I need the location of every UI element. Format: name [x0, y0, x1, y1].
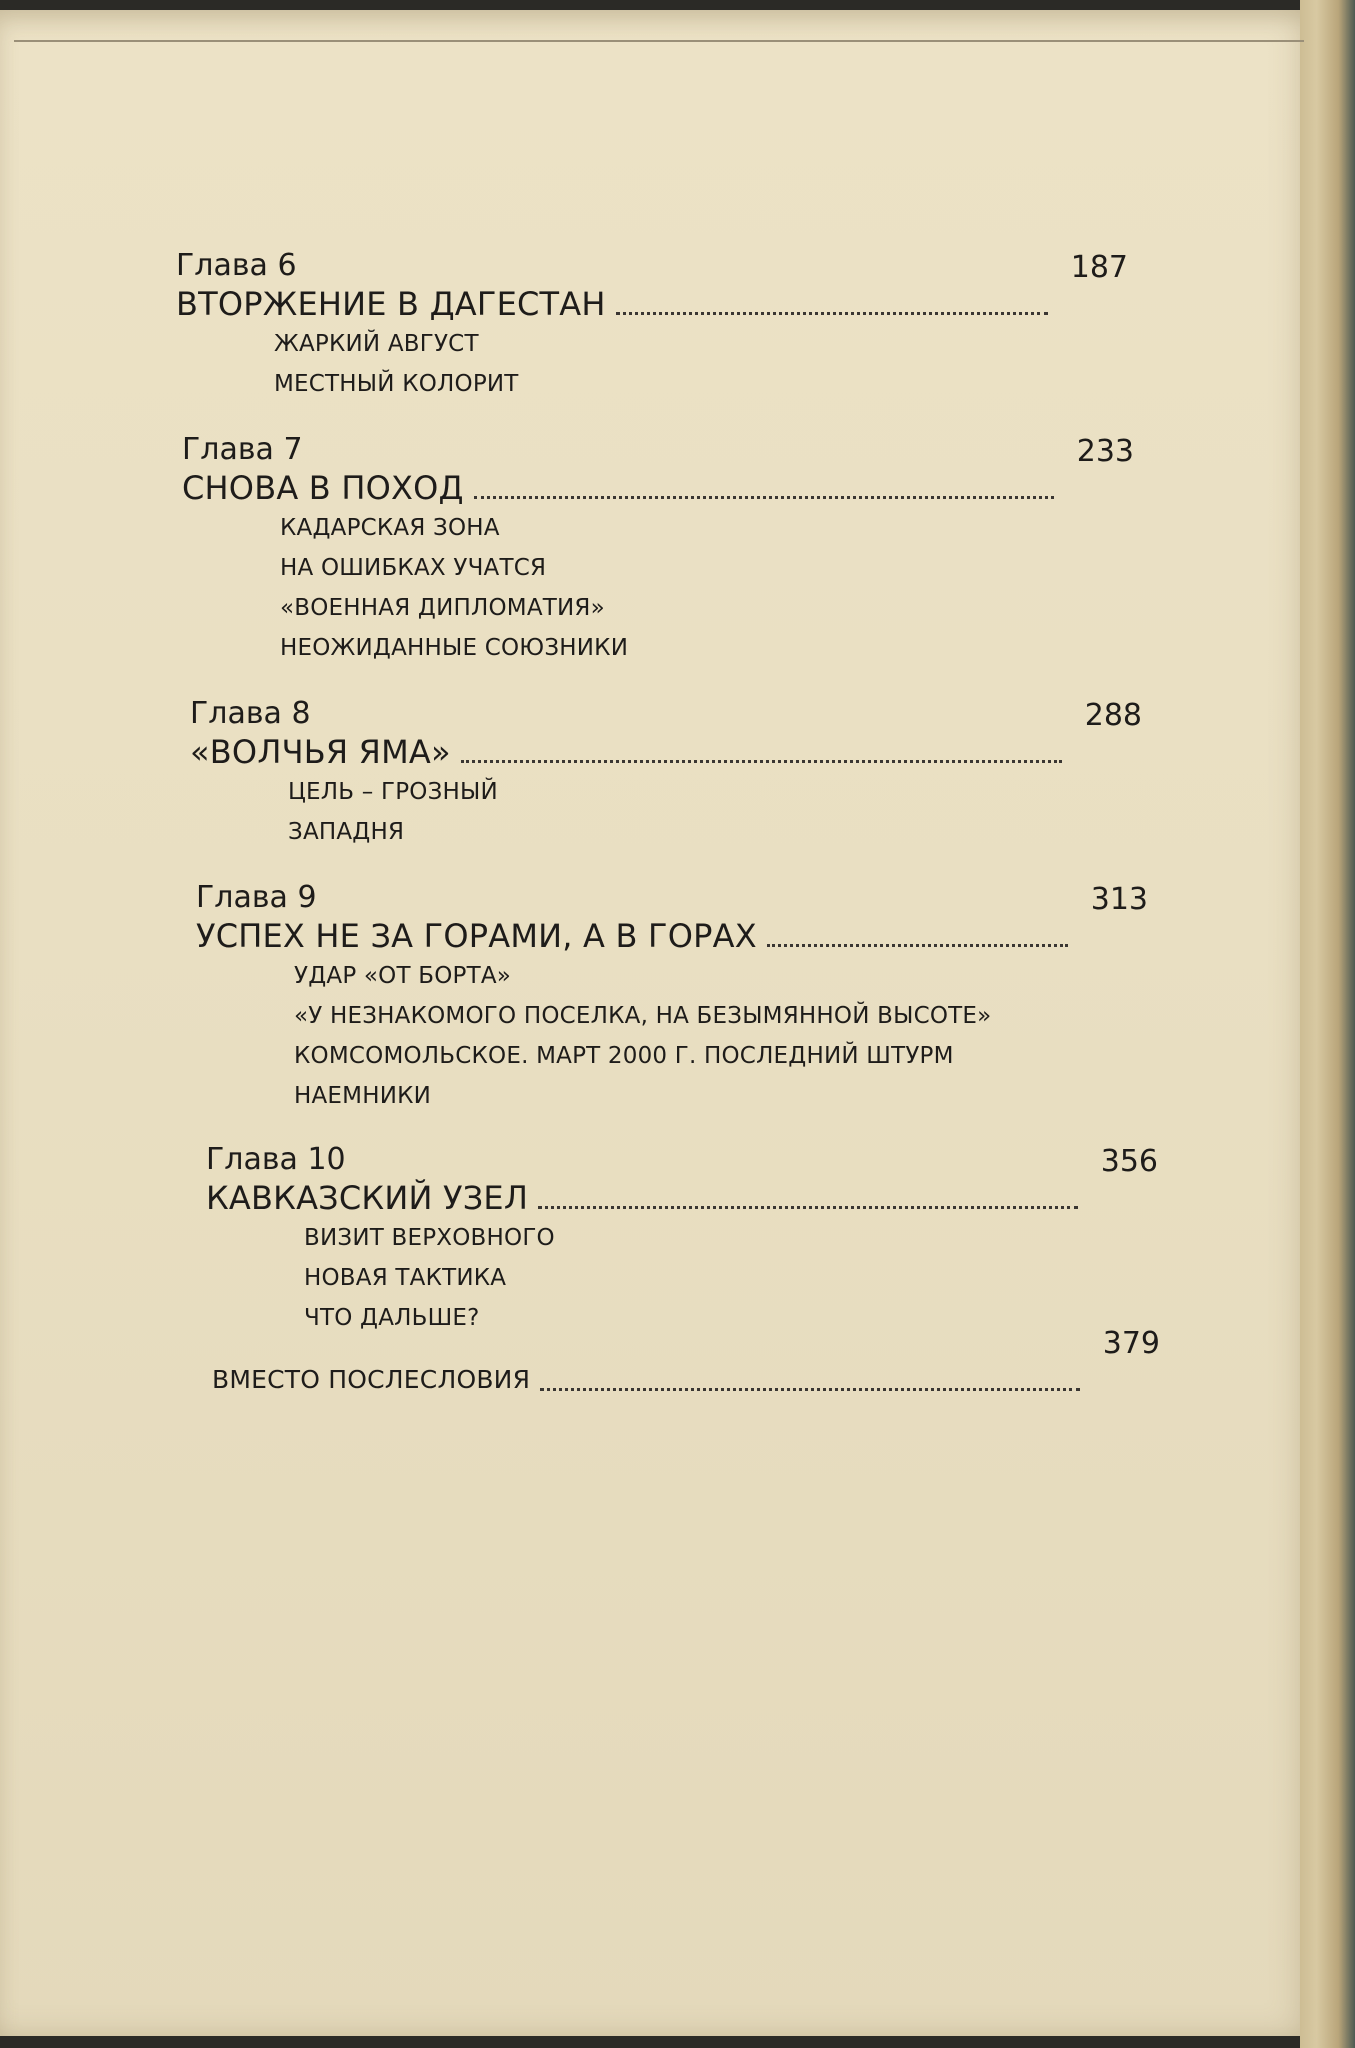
chapter-9 — [196, 880, 1148, 1116]
page-number: 313 — [1090, 882, 1148, 917]
page-number: 288 — [1084, 698, 1142, 733]
page-number: 356 — [1100, 1144, 1158, 1179]
section-title[interactable]: «У НЕЗНАКОМОГО ПОСЕЛКА, НА БЕЗЫМЯННОЙ ВЫСОТЕ» — [294, 1003, 992, 1029]
dot-leader — [540, 1388, 1080, 1391]
chapter-7 — [182, 432, 1134, 668]
chapter-title: КАВКАЗСКИЙ УЗЕЛ — [206, 1179, 529, 1217]
section-title[interactable]: ВИЗИТ ВЕРХОВНОГО — [304, 1225, 555, 1251]
section-title[interactable]: КАДАРСКАЯ ЗОНА — [280, 515, 500, 541]
chapter-title: СНОВА В ПОХОД — [182, 469, 464, 507]
chapter-10 — [206, 1142, 1158, 1338]
chapter-title: УСПЕХ НЕ ЗА ГОРАМИ, А В ГОРАХ — [196, 917, 757, 955]
page-number: 233 — [1076, 434, 1134, 469]
section-title[interactable]: НА ОШИБКАХ УЧАТСЯ — [280, 555, 547, 581]
afterword-title: ВМЕСТО ПОСЛЕСЛОВИЯ — [212, 1365, 531, 1394]
section-title[interactable]: «ВОЕННАЯ ДИПЛОМАТИЯ» — [280, 595, 605, 621]
section-title[interactable]: ЖАРКИЙ АВГУСТ — [274, 331, 479, 357]
section-title[interactable]: НАЕМНИКИ — [294, 1083, 432, 1109]
chapter-6 — [176, 248, 1128, 404]
section-title[interactable]: НОВАЯ ТАКТИКА — [304, 1265, 507, 1291]
page-number: 379 — [1102, 1326, 1160, 1361]
page-number: 187 — [1070, 250, 1128, 285]
section-title[interactable]: ЧТО ДАЛЬШЕ? — [304, 1305, 480, 1331]
chapter-label: Глава 10 — [206, 1142, 346, 1177]
dot-leader — [461, 760, 1062, 763]
section-title[interactable]: МЕСТНЫЙ КОЛОРИТ — [274, 371, 519, 397]
chapter-title: «ВОЛЧЬЯ ЯМА» — [190, 733, 451, 771]
afterword — [212, 1326, 1160, 1400]
page-edge — [1300, 0, 1355, 2048]
afterword-line[interactable] — [212, 1326, 1160, 1400]
dot-leader — [474, 496, 1054, 499]
section-title[interactable]: НЕОЖИДАННЫЕ СОЮЗНИКИ — [280, 635, 629, 661]
chapter-label: Глава 8 — [190, 696, 311, 731]
chapter-label: Глава 7 — [182, 432, 303, 467]
section-title[interactable]: ЗАПАДНЯ — [288, 819, 405, 845]
dot-leader — [616, 312, 1048, 315]
chapter-8 — [190, 696, 1142, 852]
dot-leader — [767, 944, 1068, 947]
dot-leader — [538, 1206, 1078, 1209]
chapter-label: Глава 9 — [196, 880, 317, 915]
section-title[interactable]: УДАР «ОТ БОРТА» — [294, 963, 512, 989]
chapter-label: Глава 6 — [176, 248, 297, 283]
section-title[interactable]: ЦЕЛЬ – ГРОЗНЫЙ — [288, 779, 498, 805]
chapter-title: ВТОРЖЕНИЕ В ДАГЕСТАН — [176, 285, 606, 323]
section-title[interactable]: КОМСОМОЛЬСКОЕ. МАРТ 2000 Г. ПОСЛЕДНИЙ ШТУРМ — [294, 1043, 954, 1069]
